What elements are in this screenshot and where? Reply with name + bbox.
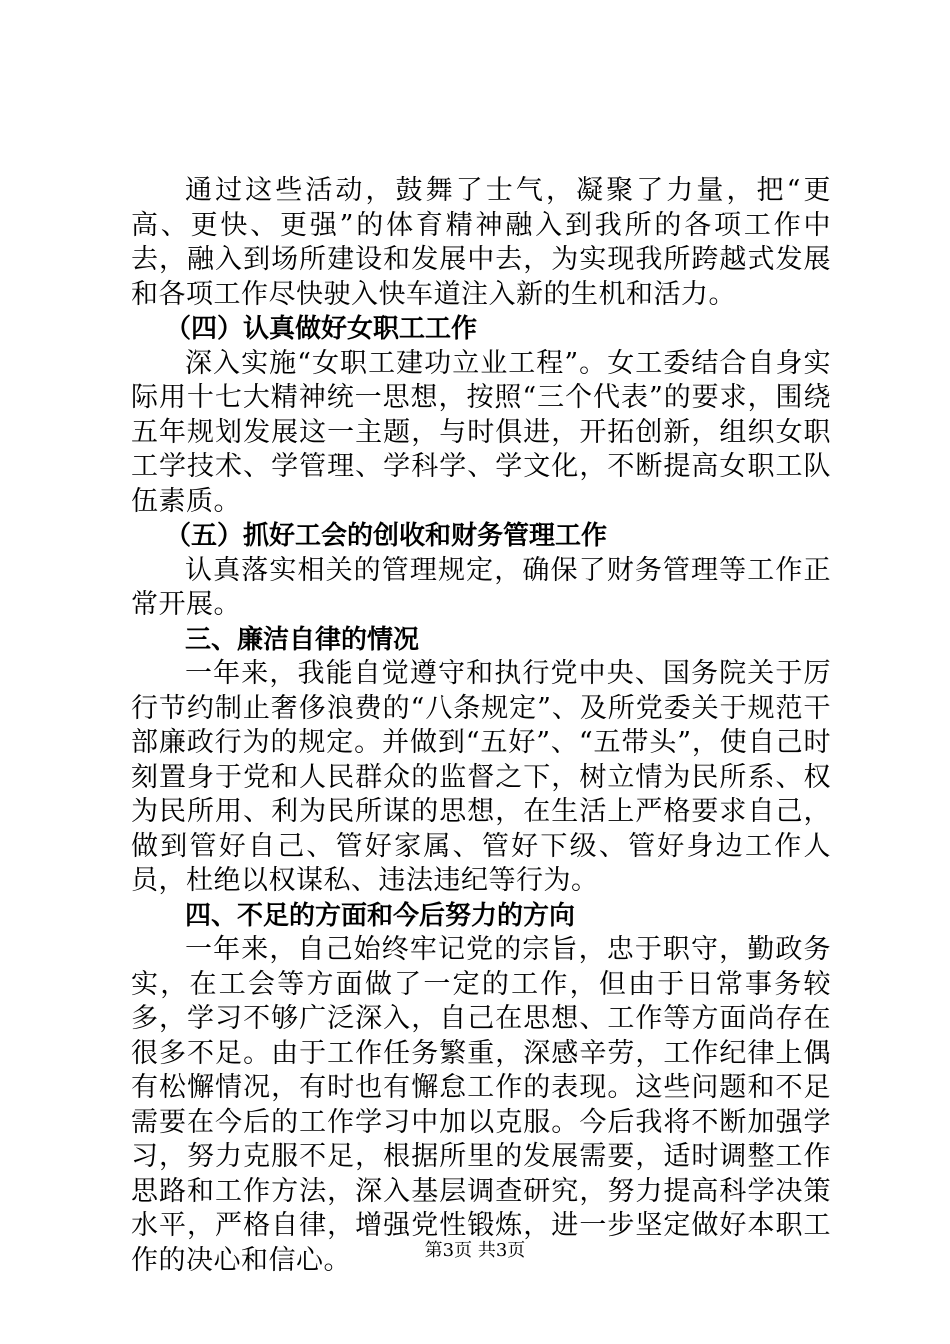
document-body [131, 174, 831, 1278]
page-number-footer: 第3页 共3页 [424, 1240, 526, 1261]
heading-female-workers: （四）认真做好女职工工作 [165, 314, 478, 344]
heading-union-finance: （五）抓好工会的创收和财务管理工作 [165, 521, 608, 551]
heading-shortcomings: 四、不足的方面和今后努力的方向 [185, 900, 576, 931]
paragraph-shortcomings: 一年来，自己始终牢记党的宗旨，忠于职守，勤政务实，在工会等方面做了一定的工作，但由于日常事务较多，学习不够广泛深入，自己在思想、工作等方面尚存在很多不足。由于工作任务繁重，深感辛劳，工作纪律上偶有松懈情况，有时也有懈怠工作的表现。这些问题和不足需要在今后的工作学习中加以克服。今后我将不断加强学习，努力克服不足，根据所里的发展需要，适时调整工作思路和工作方法，深入基层调查研究，努力提高科学决策水平，严格自律，增强党性锻炼，进一步坚定做好本职工作的决心和信心。 [131, 934, 831, 1276]
paragraph-female-workers: 深入实施“女职工建功立业工程”。女工委结合自身实际用十七大精神统一思想，按照“三个代表”的要求，围绕五年规划发展这一主题，与时俱进，开拓创新，组织女职工学技术、学管理、学科学、学文化，不断提高女职工队伍素质。 [131, 347, 831, 517]
heading-integrity: 三、廉洁自律的情况 [185, 624, 420, 655]
paragraph-union-finance: 认真落实相关的管理规定，确保了财务管理等工作正常开展。 [131, 554, 831, 620]
paragraph-activities-summary: 通过这些活动，鼓舞了士气，凝聚了力量，把“更高、更快、更强”的体育精神融入到我所的各项工作中去，融入到场所建设和发展中去，为实现我所跨越式发展和各项工作尽快驶入快车道注入新的生机和活力。 [131, 175, 831, 310]
paragraph-integrity: 一年来，我能自觉遵守和执行党中央、国务院关于厉行节约制止奢侈浪费的“八条规定”、及所党委关于规范干部廉政行为的规定。并做到“五好”、“五带头”，使自己时刻置身于党和人民群众的监督之下，树立情为民所系、权为民所用、利为民所谋的思想，在生活上严格要求自己，做到管好自己、管好家属、管好下级、管好身边工作人员，杜绝以权谋私、违法违纪等行为。 [131, 658, 831, 896]
